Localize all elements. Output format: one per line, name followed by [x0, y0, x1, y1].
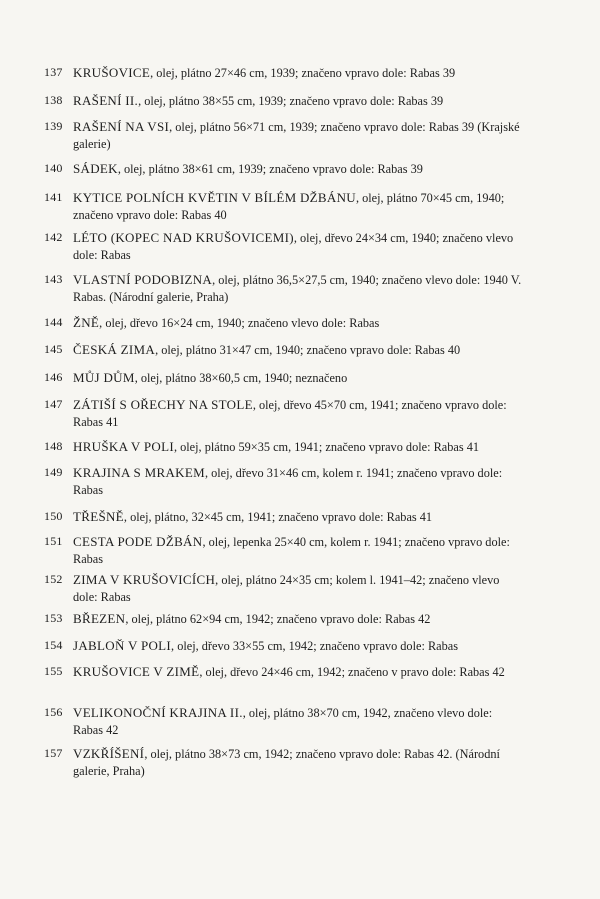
artwork-details: , olej, plátno 38×73 cm, 1942; značeno vpravo dole: Rabas 42. (Národní galerie, Praha): [73, 747, 500, 778]
entry-text: [73, 64, 523, 82]
entry-number: 152: [44, 572, 63, 586]
entry-text: [73, 438, 523, 456]
entry-number: 153: [44, 611, 63, 625]
entry-number: 146: [44, 370, 63, 384]
artwork-title: KRUŠOVICE: [73, 65, 151, 80]
entry-number: 147: [44, 397, 63, 411]
entry-text: [73, 396, 523, 431]
artwork-details: , olej, plátno 70×45 cm, 1940; značeno vpravo dole: Rabas 40: [73, 191, 505, 222]
entry-number: 149: [44, 465, 63, 479]
artwork-title: ZIMA V KRUŠOVICÍCH: [73, 572, 216, 587]
entry-text: [73, 189, 523, 224]
artwork-title: ČESKÁ ZIMA: [73, 342, 156, 357]
artwork-details: , olej, plátno 38×60,5 cm, 1940; neznačeno: [134, 371, 348, 385]
artwork-title: KYTICE POLNÍCH KVĚTIN V BÍLÉM DŽBÁNU: [73, 190, 356, 205]
entry-text: [73, 271, 523, 306]
entry-text: [73, 571, 523, 606]
entry-text: [73, 533, 523, 568]
artwork-title: HRUŠKA V POLI: [73, 439, 174, 454]
entry-text: [73, 314, 523, 332]
entry-number: 144: [44, 315, 63, 329]
artwork-details: , olej, dřevo 24×46 cm, 1942; značeno v pravo dole: Rabas 42: [199, 665, 505, 679]
entry-number: 156: [44, 705, 63, 719]
entry-number: 157: [44, 746, 63, 760]
artwork-details: , olej, dřevo 33×55 cm, 1942; značeno vpravo dole: Rabas: [171, 639, 459, 653]
artwork-title: KRUŠOVICE V ZIMĚ: [73, 664, 200, 679]
entry-number: 143: [44, 272, 63, 286]
artwork-title: VELIKONOČNÍ KRAJINA II.: [73, 705, 243, 720]
artwork-title: TŘEŠNĚ: [73, 509, 124, 524]
artwork-title: RAŠENÍ II.: [73, 93, 139, 108]
entry-text: [73, 341, 523, 359]
artwork-details: , olej, plátno, 32×45 cm, 1941; značeno vpravo dole: Rabas 41: [123, 510, 433, 524]
artwork-title: LÉTO (KOPEC NAD KRUŠOVICEMI): [73, 230, 294, 245]
artwork-details: , olej, plátno 62×94 cm, 1942; značeno vpravo dole: Rabas 42: [125, 612, 431, 626]
entry-number: 154: [44, 638, 63, 652]
entry-number: 138: [44, 93, 63, 107]
entry-text: [73, 229, 523, 264]
artwork-title: KRAJINA S MRAKEM: [73, 465, 205, 480]
artwork-details: , olej, lepenka 25×40 cm, kolem r. 1941; značeno vpravo dole: Rabas: [73, 535, 510, 566]
entry-number: 137: [44, 65, 63, 79]
entry-number: 148: [44, 439, 63, 453]
artwork-title: ZÁTIŠÍ S OŘECHY NA STOLE: [73, 397, 253, 412]
artwork-details: , olej, plátno 27×46 cm, 1939; značeno vpravo dole: Rabas 39: [150, 66, 456, 80]
artwork-details: , olej, dřevo 31×46 cm, kolem r. 1941; značeno vpravo dole: Rabas: [73, 466, 503, 497]
artwork-title: MŮJ DŮM: [73, 370, 135, 385]
entry-number: 141: [44, 190, 63, 204]
artwork-title: JABLOŇ V POLI: [73, 638, 172, 653]
entry-number: 142: [44, 230, 63, 244]
entry-text: [73, 369, 523, 387]
entry-number: 139: [44, 119, 63, 133]
entry-text: [73, 745, 523, 780]
artwork-details: , olej, dřevo 16×24 cm, 1940; značeno vlevo dole: Rabas: [99, 316, 380, 330]
artwork-details: , olej, plátno 59×35 cm, 1941; značeno vpravo dole: Rabas 41: [173, 440, 480, 454]
artwork-details: , olej, plátno 31×47 cm, 1940; značeno vpravo dole: Rabas 40: [155, 343, 461, 357]
entry-text: [73, 464, 523, 499]
artwork-title: CESTA PODE DŽBÁN: [73, 534, 203, 549]
artwork-title: VLASTNÍ PODOBIZNA: [73, 272, 213, 287]
artwork-title: SÁDEK: [73, 161, 118, 176]
artwork-details: , olej, plátno 38×55 cm, 1939; značeno vpravo dole: Rabas 39: [138, 94, 444, 108]
artwork-details: , olej, plátno 36,5×27,5 cm, 1940; značeno vlevo dole: 1940 V. Rabas. (Národní galerie, Praha): [73, 273, 522, 304]
artwork-title: BŘEZEN: [73, 611, 126, 626]
entry-text: [73, 704, 523, 739]
entry-text: [73, 610, 523, 628]
artwork-title: RAŠENÍ NA VSI: [73, 119, 170, 134]
entry-number: 151: [44, 534, 63, 548]
artwork-details: , olej, plátno 38×61 cm, 1939; značeno vpravo dole: Rabas 39: [117, 162, 423, 176]
entry-text: [73, 508, 523, 526]
entry-text: [73, 118, 523, 153]
artwork-details: , olej, dřevo 24×34 cm, 1940; značeno vlevo dole: Rabas: [73, 231, 514, 262]
artwork-details: , olej, dřevo 45×70 cm, 1941; značeno vpravo dole: Rabas 41: [73, 398, 507, 429]
entry-number: 145: [44, 342, 63, 356]
entry-text: [73, 663, 523, 681]
entry-number: 150: [44, 509, 63, 523]
entry-text: [73, 637, 523, 655]
entry-number: 155: [44, 664, 63, 678]
artwork-details: , olej, plátno 56×71 cm, 1939; značeno vpravo dole: Rabas 39 (Krajské galerie): [73, 120, 520, 151]
artwork-details: , olej, plátno 24×35 cm; kolem l. 1941–42; značeno vlevo dole: Rabas: [73, 573, 500, 604]
artwork-details: , olej, plátno 38×70 cm, 1942, značeno vlevo dole: Rabas 42: [73, 706, 493, 737]
entry-number: 140: [44, 161, 63, 175]
artwork-title: VZKŘÍŠENÍ: [73, 746, 145, 761]
artwork-title: ŽNĚ: [73, 315, 100, 330]
entry-text: [73, 92, 523, 110]
entry-text: [73, 160, 523, 178]
